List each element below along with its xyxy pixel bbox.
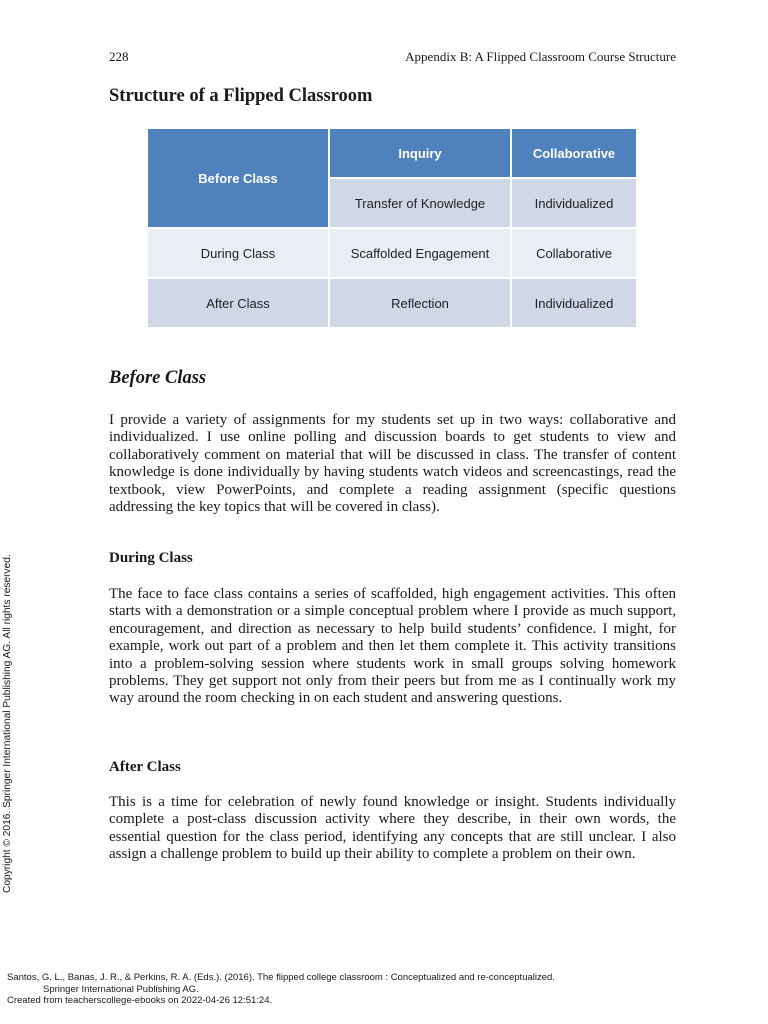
footer-line: Springer International Publishing AG. [43, 983, 199, 995]
flipped-classroom-table [146, 127, 638, 329]
table-row [147, 278, 637, 328]
running-head [109, 48, 676, 66]
during-class-paragraph: The face to face class contains a series of scaffolded, high engagement activities. This often starts with a demonstration or a simple conceptual problem where I provide as much support, encouragement, and direction as necessary to help build students’ confidence. I might, for example, work out part of a problem and then let them complete it. This activity transitions into a problem-solving session where students work in small groups solving homework problems. They get support not only from their peers but from me as I continually work my way around the room checking in on each student and answering questions. [109, 586, 676, 707]
chapter-title: Appendix B: A Flipped Classroom Course Structure [405, 49, 676, 64]
table-row [147, 228, 637, 278]
table-row [147, 128, 637, 178]
section-title: Structure of a Flipped Classroom [109, 86, 373, 106]
cell-scaffolded-engagement: Scaffolded Engagement [329, 228, 511, 278]
cell-collaborative-header: Collaborative [511, 128, 637, 178]
before-class-heading: Before Class [109, 368, 207, 388]
cell-transfer-of-knowledge: Transfer of Knowledge [329, 178, 511, 228]
cell-after-class: After Class [147, 278, 329, 328]
cell-during-class: During Class [147, 228, 329, 278]
cell-collaborative: Collaborative [511, 228, 637, 278]
footer-line: Created from teacherscollege-ebooks on 2022-04-26 12:51:24. [7, 995, 273, 1006]
cell-inquiry: Inquiry [329, 128, 511, 178]
cell-individualized: Individualized [511, 278, 637, 328]
side-copyright: Copyright © 2016. Springer International Publishing AG. All rights reserved. [2, 554, 13, 893]
after-class-heading: After Class [109, 759, 181, 775]
before-class-paragraph: I provide a variety of assignments for my students set up in two ways: collaborative and individualized. I use online polling and discussion boards to get students to view and collaboratively comment on material that will be discussed in class. The transfer of content knowledge is done individually by having students watch videos and screencastings, read the textbook, view PowerPoints, and complete a reading assignment (specific questions addressing the key topics that will be covered in class). [109, 412, 676, 516]
cell-before-class: Before Class [147, 128, 329, 228]
cell-reflection: Reflection [329, 278, 511, 328]
footer-line: Santos, G. L., Banas, J. R., & Perkins, R. A. (Eds.). (2016). The flipped college classroom : Conceptualized and re-conceptualized. [7, 972, 555, 983]
cell-individualized: Individualized [511, 178, 637, 228]
during-class-heading: During Class [109, 550, 193, 566]
after-class-paragraph: This is a time for celebration of newly found knowledge or insight. Students individually complete a post-class discussion activity where they describe, in their own words, the essential question for the class period, identifying any concepts that are still unclear. I also assign a challenge problem to build up their ability to complete a problem on their own. [109, 794, 676, 863]
footer-citation [7, 972, 555, 1007]
page-number: 228 [109, 49, 129, 64]
